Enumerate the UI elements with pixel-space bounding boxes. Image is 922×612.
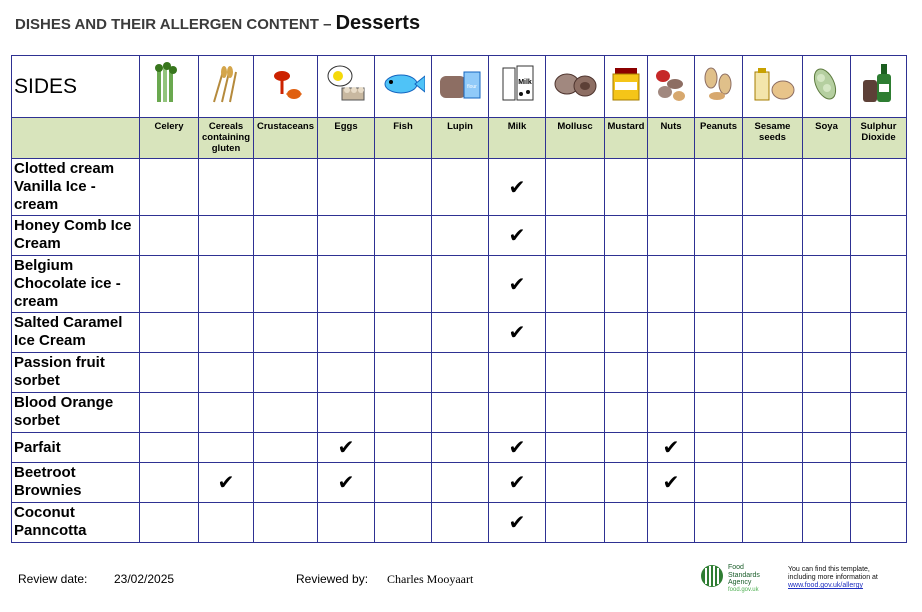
allergen-header-label: Crustaceans [254,118,318,159]
empty-cell [318,353,375,393]
empty-cell [254,256,318,313]
empty-cell [546,216,605,256]
allergen-icon-cell [254,56,318,118]
empty-cell [605,159,648,216]
empty-cell [743,393,803,433]
dish-row [12,313,907,353]
empty-cell [140,503,199,543]
dish-name: Parfait [12,433,140,463]
page-title [15,12,420,35]
empty-cell [375,433,432,463]
empty-cell [546,393,605,433]
empty-cell [140,216,199,256]
empty-cell [803,313,851,353]
allergen-header-label: Sesame seeds [743,118,803,159]
allergen-icon-cell [432,56,489,118]
allergy-link[interactable]: www.food.gov.uk/allergy [788,582,863,589]
empty-cell [432,256,489,313]
empty-cell [318,159,375,216]
empty-cell [254,313,318,353]
allergen-header-label: Soya [803,118,851,159]
empty-cell [695,433,743,463]
check-mark-icon: ✔ [489,463,546,503]
allergen-header-label: Eggs [318,118,375,159]
shell-icon [553,62,597,106]
empty-cell [546,503,605,543]
check-mark-icon: ✔ [648,433,695,463]
empty-cell [803,353,851,393]
empty-cell [605,503,648,543]
empty-cell [803,216,851,256]
check-mark-icon: ✔ [489,256,546,313]
crab-icon [264,62,308,106]
allergen-icon-cell [199,56,254,118]
dish-row [12,353,907,393]
dish-row [12,433,907,463]
wine-bottle-icon [857,62,901,106]
allergen-icon-cell [318,56,375,118]
dish-name: Belgium Chocolate ice - cream [12,256,140,313]
dish-name: Passion fruit sorbet [12,353,140,393]
allergen-header-label: Fish [375,118,432,159]
fish-icon [381,62,425,106]
blank-header-cell [12,118,140,159]
dish-row [12,503,907,543]
empty-cell [254,216,318,256]
empty-cell [743,216,803,256]
allergen-icon-cell [140,56,199,118]
svg-text:flour: flour [467,84,477,90]
allergen-header-label: Nuts [648,118,695,159]
empty-cell [318,313,375,353]
allergen-header-label: Mollusc [546,118,605,159]
soya-icon [805,62,849,106]
empty-cell [851,216,907,256]
check-mark-icon: ✔ [489,216,546,256]
empty-cell [199,216,254,256]
allergen-header-label: Mustard [605,118,648,159]
dish-name: Blood Orange sorbet [12,393,140,433]
empty-cell [199,503,254,543]
empty-cell [432,313,489,353]
empty-cell [695,216,743,256]
mustard-icon [605,62,649,106]
empty-cell [648,393,695,433]
empty-cell [743,159,803,216]
empty-cell [695,463,743,503]
check-mark-icon: ✔ [199,463,254,503]
empty-cell [648,216,695,256]
peanut-icon [697,62,741,106]
empty-cell [318,393,375,433]
template-note-text: You can find this template, including more information at [788,566,878,581]
dish-name: Honey Comb Ice Cream [12,216,140,256]
empty-cell [605,256,648,313]
check-mark-icon: ✔ [318,463,375,503]
title-lead: DISHES AND THEIR ALLERGEN CONTENT – [15,16,336,33]
empty-cell [546,353,605,393]
check-mark-icon: ✔ [489,313,546,353]
allergen-header-label: Sulphur Dioxide [851,118,907,159]
empty-cell [605,393,648,433]
lupin-flour-icon [438,62,482,106]
empty-cell [743,353,803,393]
empty-cell [140,393,199,433]
nuts-icon [649,62,693,106]
allergen-header-label: Lupin [432,118,489,159]
empty-cell [648,256,695,313]
empty-cell [803,393,851,433]
empty-cell [375,313,432,353]
empty-cell [803,256,851,313]
wheat-icon [204,62,248,106]
allergen-header-label: Peanuts [695,118,743,159]
empty-cell [743,256,803,313]
empty-cell [743,433,803,463]
empty-cell [803,503,851,543]
allergen-icon-cell [743,56,803,118]
empty-cell [432,159,489,216]
dish-row [12,256,907,313]
allergen-icon-row [12,56,907,118]
empty-cell [546,313,605,353]
check-mark-icon: ✔ [648,463,695,503]
allergen-header-label: Celery [140,118,199,159]
empty-cell [254,393,318,433]
empty-cell [695,256,743,313]
dish-row [12,216,907,256]
dish-name: Coconut Panncotta [12,503,140,543]
empty-cell [803,159,851,216]
empty-cell [375,216,432,256]
empty-cell [254,433,318,463]
allergen-name-row [12,118,907,159]
empty-cell [375,393,432,433]
empty-cell [140,433,199,463]
check-mark-icon: ✔ [489,159,546,216]
empty-cell [743,463,803,503]
empty-cell [199,433,254,463]
empty-cell [695,393,743,433]
empty-cell [695,353,743,393]
empty-cell [695,159,743,216]
empty-cell [851,393,907,433]
allergen-table [11,55,907,543]
check-mark-icon: ✔ [318,433,375,463]
empty-cell [140,313,199,353]
empty-cell [199,353,254,393]
empty-cell [803,433,851,463]
empty-cell [648,503,695,543]
allergen-icon-cell [695,56,743,118]
empty-cell [851,256,907,313]
allergen-icon-cell [851,56,907,118]
empty-cell [851,503,907,543]
review-date-label: Review date: [18,572,88,586]
empty-cell [546,256,605,313]
svg-text:Milk: Milk [518,79,532,86]
empty-cell [605,216,648,256]
template-note [788,566,898,590]
allergen-icon-cell [489,56,546,118]
allergen-icon-cell [375,56,432,118]
empty-cell [254,159,318,216]
empty-cell [743,503,803,543]
empty-cell [199,256,254,313]
reviewed-by-label: Reviewed by: [296,572,369,586]
empty-cell [648,159,695,216]
empty-cell [432,503,489,543]
empty-cell [254,353,318,393]
reviewer-name: Charles Mooyaart [387,572,474,586]
dish-name: Beetroot Brownies [12,463,140,503]
allergen-icon-cell [605,56,648,118]
empty-cell [546,159,605,216]
empty-cell [605,353,648,393]
empty-cell [432,216,489,256]
review-date: 23/02/2025 [114,572,175,586]
title-category: Desserts [335,12,421,34]
agency-name: Food Standards Agency [728,564,760,586]
dish-row [12,463,907,503]
empty-cell [648,353,695,393]
empty-cell [375,463,432,503]
empty-cell [199,313,254,353]
dish-row [12,159,907,216]
empty-cell [199,159,254,216]
empty-cell [375,353,432,393]
empty-cell [432,393,489,433]
egg-icon [324,62,368,106]
empty-cell [605,313,648,353]
empty-cell [605,433,648,463]
allergen-icon-cell [648,56,695,118]
empty-cell [489,353,546,393]
check-mark-icon: ✔ [489,433,546,463]
dish-row [12,393,907,433]
empty-cell [851,433,907,463]
empty-cell [851,353,907,393]
empty-cell [743,313,803,353]
empty-cell [546,433,605,463]
milk-icon [495,62,539,106]
empty-cell [489,393,546,433]
allergen-icon-cell [546,56,605,118]
celery-icon [147,62,191,106]
allergen-header-label: Milk [489,118,546,159]
dish-name: Clotted cream Vanilla Ice - cream [12,159,140,216]
empty-cell [254,503,318,543]
allergen-icon-cell [803,56,851,118]
empty-cell [851,313,907,353]
empty-cell [546,463,605,503]
empty-cell [851,159,907,216]
empty-cell [432,463,489,503]
empty-cell [375,503,432,543]
empty-cell [851,463,907,503]
empty-cell [140,463,199,503]
empty-cell [318,256,375,313]
empty-cell [254,463,318,503]
empty-cell [199,393,254,433]
empty-cell [318,216,375,256]
empty-cell [140,159,199,216]
sides-label: SIDES [12,56,140,118]
empty-cell [648,313,695,353]
empty-cell [803,463,851,503]
empty-cell [375,159,432,216]
empty-cell [605,463,648,503]
empty-cell [375,256,432,313]
agency-site: food.gov.uk [728,587,759,593]
empty-cell [432,353,489,393]
sesame-icon [751,62,795,106]
empty-cell [140,353,199,393]
dish-name: Salted Caramel Ice Cream [12,313,140,353]
empty-cell [318,503,375,543]
empty-cell [695,313,743,353]
empty-cell [695,503,743,543]
empty-cell [432,433,489,463]
empty-cell [140,256,199,313]
check-mark-icon: ✔ [489,503,546,543]
allergen-header-label: Cereals containing gluten [199,118,254,159]
